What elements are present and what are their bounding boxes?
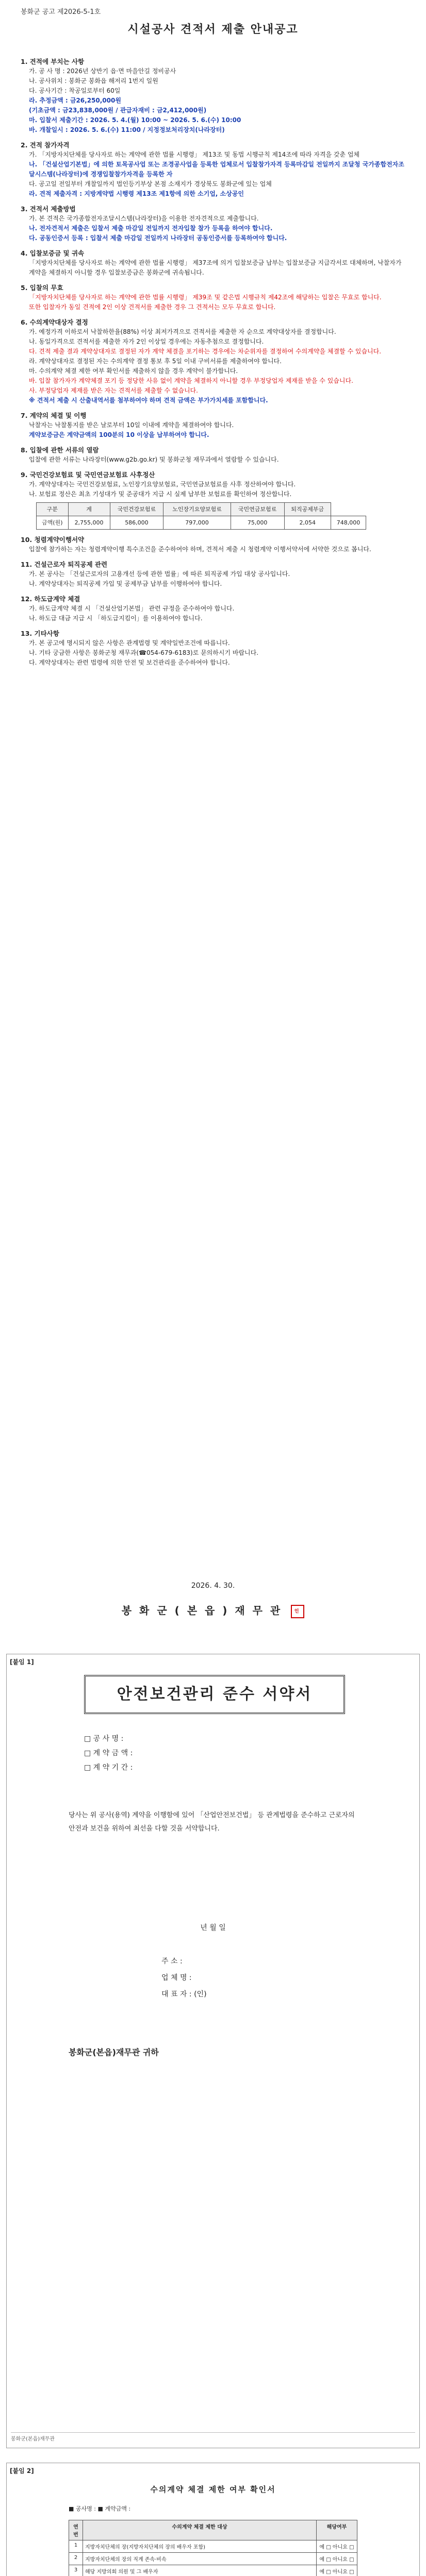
confirm-checkbox-cell[interactable]: 예 □ 아니요 □ <box>317 2540 357 2553</box>
section-heading: 3. 견적서 제출방법 <box>21 205 76 213</box>
confirm-checkbox-cell[interactable]: 예 □ 아니요 □ <box>317 2565 357 2576</box>
notice-number: 봉화군 공고 제2026-5-1호 <box>21 8 101 16</box>
confirmation-form <box>6 2463 420 2576</box>
pledge-field-project: □ 공 사 명 : <box>84 1735 124 1743</box>
confirm-checkbox-cell[interactable]: 예 □ 아니요 □ <box>317 2553 357 2565</box>
confirm-title: 수의계약 체결 제한 여부 확인서 <box>150 2485 276 2494</box>
section-line: 가. 예정가격 이하로서 낙찰하한율(88%) 이상 최저가격으로 견적서를 제출한 자 순으로 계약대상자를 결정합니다. <box>29 328 336 335</box>
section-line: 가. 공 사 명 : 2026년 상반기 읍·면 마을안길 정비공사 <box>29 67 176 75</box>
section-line: 나. 전자견적서 제출은 입찰서 제출 마감일 전일까지 전자입찰 참가 등록을 하여야 합니다. <box>29 225 273 232</box>
section-heading: 9. 국민건강보험료 및 국민연금보험료 사후정산 <box>21 471 155 479</box>
section-line: ※ 견적서 제출 시 산출내역서를 첨부하여야 하며 견적 금액은 부가가치세를 포함합니다. <box>29 397 268 404</box>
section-heading: 10. 청렴계약이행서약 <box>21 536 85 544</box>
section-line: 나. 하도급 대금 지급 시 「하도급지킴이」를 이용하여야 합니다. <box>29 615 203 622</box>
section-line: 나. 공사위치 : 봉화군 봉화읍 해저리 1번지 일원 <box>29 77 158 84</box>
table-row <box>69 2540 357 2553</box>
section-line: 마. 입찰서 제출기간 : 2026. 5. 4.(월) 10:00 ~ 2026. 5. 6.(수) 10:00 <box>29 116 241 124</box>
issuer <box>0 1602 426 1618</box>
pledge-form <box>6 1654 420 2448</box>
section-line: 가. 본 견적은 국가종합전자조달시스템(나라장터)을 이용한 전자견적으로 제출합니다. <box>29 215 259 222</box>
confirm-table-cell: 3 <box>69 2565 83 2576</box>
section-line: 다. 계약상대자는 관련 법령에 의한 안전 및 보건관리를 준수하여야 합니다. <box>29 659 230 666</box>
section-line: 나. 계약상대자는 퇴직공제 가입 및 공제부금 납부를 이행하여야 합니다. <box>29 580 222 587</box>
confirm-table-cell: 해당 지방의회 의원 및 그 배우자 <box>83 2565 317 2576</box>
section-line: 가. 본 공고에 명시되지 않은 사항은 관계법령 및 계약일반조건에 따릅니다. <box>29 639 230 647</box>
section-heading: 8. 입찰에 관한 서류의 열람 <box>21 446 99 454</box>
section-heading: 6. 수의계약대상자 결정 <box>21 318 88 326</box>
fee-table-cell: 797,000 <box>163 516 231 530</box>
section-heading: 4. 입찰보증금 및 귀속 <box>21 249 85 257</box>
fee-table-cell: 2,755,000 <box>68 516 110 530</box>
pledge-body: 당사는 위 공사(용역) 계약을 이행함에 있어 「산업안전보건법」 등 관계법령을 준수하고 근로자의 안전과 보건을 위하여 최선을 다할 것을 서약합니다. <box>69 1811 355 1833</box>
notice-date: 2026. 4. 30. <box>191 1582 235 1590</box>
confirm-table <box>69 2520 357 2576</box>
section-line: 가. 계약상대자는 국민건강보험료, 노인장기요양보험료, 국민연금보험료를 사후 정산하여야 합니다. <box>29 481 296 488</box>
section-line: 바. 개찰일시 : 2026. 5. 6.(수) 11:00 / 지정정보처리장치(나라장터) <box>29 126 225 133</box>
confirm-table-header: 해당여부 <box>317 2520 357 2540</box>
section-line: 또한 입찰자가 동일 견적에 2인 이상 견적서를 제출한 경우 그 견적서는 모두 무효로 합니다. <box>29 303 276 311</box>
pledge-recipient: 봉화군(본읍)재무관 귀하 <box>69 2047 159 2057</box>
fee-table-cell: 2,054 <box>284 516 331 530</box>
signer-representative: 대 표 자 : (인) <box>161 1990 207 1998</box>
section-line: 입찰에 관한 서류는 나라장터(www.g2b.go.kr) 및 봉화군청 재무과에서 열람할 수 있습니다. <box>29 456 279 463</box>
section-line: 가. 본 공사는 「건설근로자의 고용개선 등에 관한 법률」에 따른 퇴직공제 가입 대상 공사입니다. <box>29 570 290 578</box>
confirm-table-cell: 1 <box>69 2540 83 2553</box>
confirm-table-header: 수의계약 체결 제한 대상 <box>83 2520 317 2540</box>
section-line: 입찰에 참가하는 자는 청렴계약이행 특수조건을 준수하여야 하며, 견적서 제출 시 청렴계약 이행서약서에 서약한 것으로 봅니다. <box>29 546 371 553</box>
section-line: 다. 공사기간 : 착공일로부터 60일 <box>29 87 121 94</box>
fee-table-cell: 748,000 <box>331 516 366 530</box>
section-line: 나. 보험료 정산은 최초 기성대가 및 준공대가 지급 시 실제 납부한 보험료를 확인하여 정산합니다. <box>29 490 292 498</box>
section-line: 라. 추정금액 : 금26,250,000원 <box>29 97 121 104</box>
section-heading: 13. 기타사항 <box>21 630 59 637</box>
table-row <box>37 516 366 530</box>
fee-table-cell: 금액(원) <box>37 516 69 530</box>
official-seal-icon: 인 <box>291 1605 304 1618</box>
section-line: 가. 하도급계약 체결 시 「건설산업기본법」 관련 규정을 준수하여야 합니다. <box>29 605 235 612</box>
section-line: 다. 공고일 전일부터 개찰일까지 법인등기부상 본점 소재지가 경상북도 봉화군에 있는 업체 <box>29 180 272 188</box>
section-line: (기초금액 : 금23,838,000원 / 관급자재비 : 금2,412,000원) <box>29 107 207 114</box>
pledge-footer: 봉화군(본읍)재무관 <box>11 2432 415 2442</box>
page-title: 시설공사 견적서 제출 안내공고 <box>127 23 299 36</box>
fee-table-header: 퇴직공제부금 <box>284 503 331 516</box>
section-line: 가. 「지방자치단체를 당사자로 하는 계약에 관한 법률 시행령」 제13조 및 동법 시행규칙 제14조에 따라 자격을 갖춘 업체 <box>29 151 360 158</box>
fee-table-header: 노인장기요양보험료 <box>163 503 231 516</box>
section-line: 「지방자치단체를 당사자로 하는 계약에 관한 법률 시행령」 제39조 및 같은법 시행규칙 제42조에 해당하는 입찰은 무효로 합니다. <box>29 294 382 301</box>
section-line: 라. 견적 제출자격 : 지방계약법 시행령 제13조 제1항에 의한 소기업, 소상공인 <box>29 190 244 197</box>
pledge-fields <box>84 1732 133 1775</box>
section-heading: 2. 견적 참가자격 <box>21 141 70 149</box>
confirm-meta: ■ 공사명 : ■ 계약금액 : <box>69 2505 131 2512</box>
confirm-table-header: 연번 <box>69 2520 83 2540</box>
notice-body <box>21 52 405 668</box>
section-line: 마. 수의계약 체결 제한 여부 확인서를 제출하지 않을 경우 계약이 불가합니다. <box>29 367 238 375</box>
confirm-table-cell: 지방자치단체의 장(지방자치단체의 장의 배우자 포함) <box>83 2540 317 2553</box>
section-line: 계약보증금은 계약금액의 100분의 10 이상을 납부하여야 합니다. <box>29 431 209 438</box>
confirm-table-cell: 2 <box>69 2553 83 2565</box>
insurance-fee-table <box>36 502 366 530</box>
section-heading: 7. 계약의 체결 및 이행 <box>21 412 87 419</box>
pledge-title: 안전보건관리 준수 서약서 <box>84 1675 345 1714</box>
pledge-field-period: □ 계 약 기 간 : <box>84 1764 133 1772</box>
section-line: 낙찰자는 낙찰통지를 받은 날로부터 10일 이내에 계약을 체결하여야 합니다. <box>29 421 234 429</box>
section-line: 나. 기타 궁금한 사항은 봉화군청 재무과(☎054-679-6183)로 문의하시기 바랍니다. <box>29 649 259 656</box>
section-heading: 1. 견적에 부치는 사항 <box>21 58 85 65</box>
confirm-table-cell: 지방자치단체의 장의 직계 존속·비속 <box>83 2553 317 2565</box>
fee-table-header: 계 <box>68 503 110 516</box>
section-heading: 12. 하도급계약 체결 <box>21 595 80 603</box>
fee-table-cell: 75,000 <box>231 516 284 530</box>
table-row <box>69 2553 357 2565</box>
section-line: 사. 부정당업자 제재를 받은 자는 견적서를 제출할 수 없습니다. <box>29 387 198 394</box>
issuer-name: 봉 화 군 ( 본 읍 ) 재 무 관 <box>121 1604 283 1617</box>
fee-table-header: 국민건강보험료 <box>110 503 163 516</box>
pledge-field-amount: □ 계 약 금 액 : <box>84 1749 133 1757</box>
section-line: 나. 「건설산업기본법」에 의한 토목공사업 또는 조경공사업을 등록한 업체로서 입찰참가자격 등록마감일 전일까지 조달청 국가종합전자조달시스템(나라장터)에 경쟁입찰참가자격을 등록한 자 <box>29 161 404 178</box>
section-heading: 11. 건설근로자 퇴직공제 관련 <box>21 561 108 568</box>
fee-table-header: 국민연금보험료 <box>231 503 284 516</box>
section-heading: 5. 입찰의 무효 <box>21 284 63 292</box>
pledge-signer <box>161 1953 207 2003</box>
section-line: 「지방자치단체를 당사자로 하는 계약에 관한 법률 시행령」 제37조에 의거 입찰보증금 납부는 입찰보증금 지급각서로 대체하며, 낙찰자가 계약을 체결하지 아니할 경우 입찰보증금은 봉화군에 귀속됩니다. <box>29 259 402 276</box>
section-line: 라. 계약상대자로 결정된 자는 수의계약 결정 통보 후 5일 이내 구비서류를 제출하여야 합니다. <box>29 358 282 365</box>
pledge-date: 년 월 일 <box>200 1924 226 1932</box>
section-line: 다. 견적 제출 결과 계약상대자로 결정된 자가 계약 체결을 포기하는 경우에는 차순위자를 결정하여 수의계약을 체결할 수 있습니다. <box>29 348 382 355</box>
section-line: 다. 공동인증서 등록 : 입찰서 제출 마감일 전일까지 나라장터 공동인증서를 등록하여야 합니다. <box>29 234 287 242</box>
confirm-tag: [붙임 2] <box>10 2467 34 2475</box>
signer-company: 업 체 명 : <box>161 1974 192 1982</box>
table-row <box>69 2565 357 2576</box>
fee-table-cell: 586,000 <box>110 516 163 530</box>
section-line: 나. 동일가격으로 견적서를 제출한 자가 2인 이상일 경우에는 자동추첨으로 결정합니다. <box>29 338 264 345</box>
section-line: 바. 입찰 참가자가 계약체결 포기 등 정당한 사유 없이 계약을 체결하지 아니할 경우 부정당업자 제재를 받을 수 있습니다. <box>29 377 353 384</box>
signer-address: 주 소 : <box>161 1957 183 1965</box>
pledge-tag: [붙임 1] <box>10 1658 34 1666</box>
fee-table-header: 구분 <box>37 503 69 516</box>
